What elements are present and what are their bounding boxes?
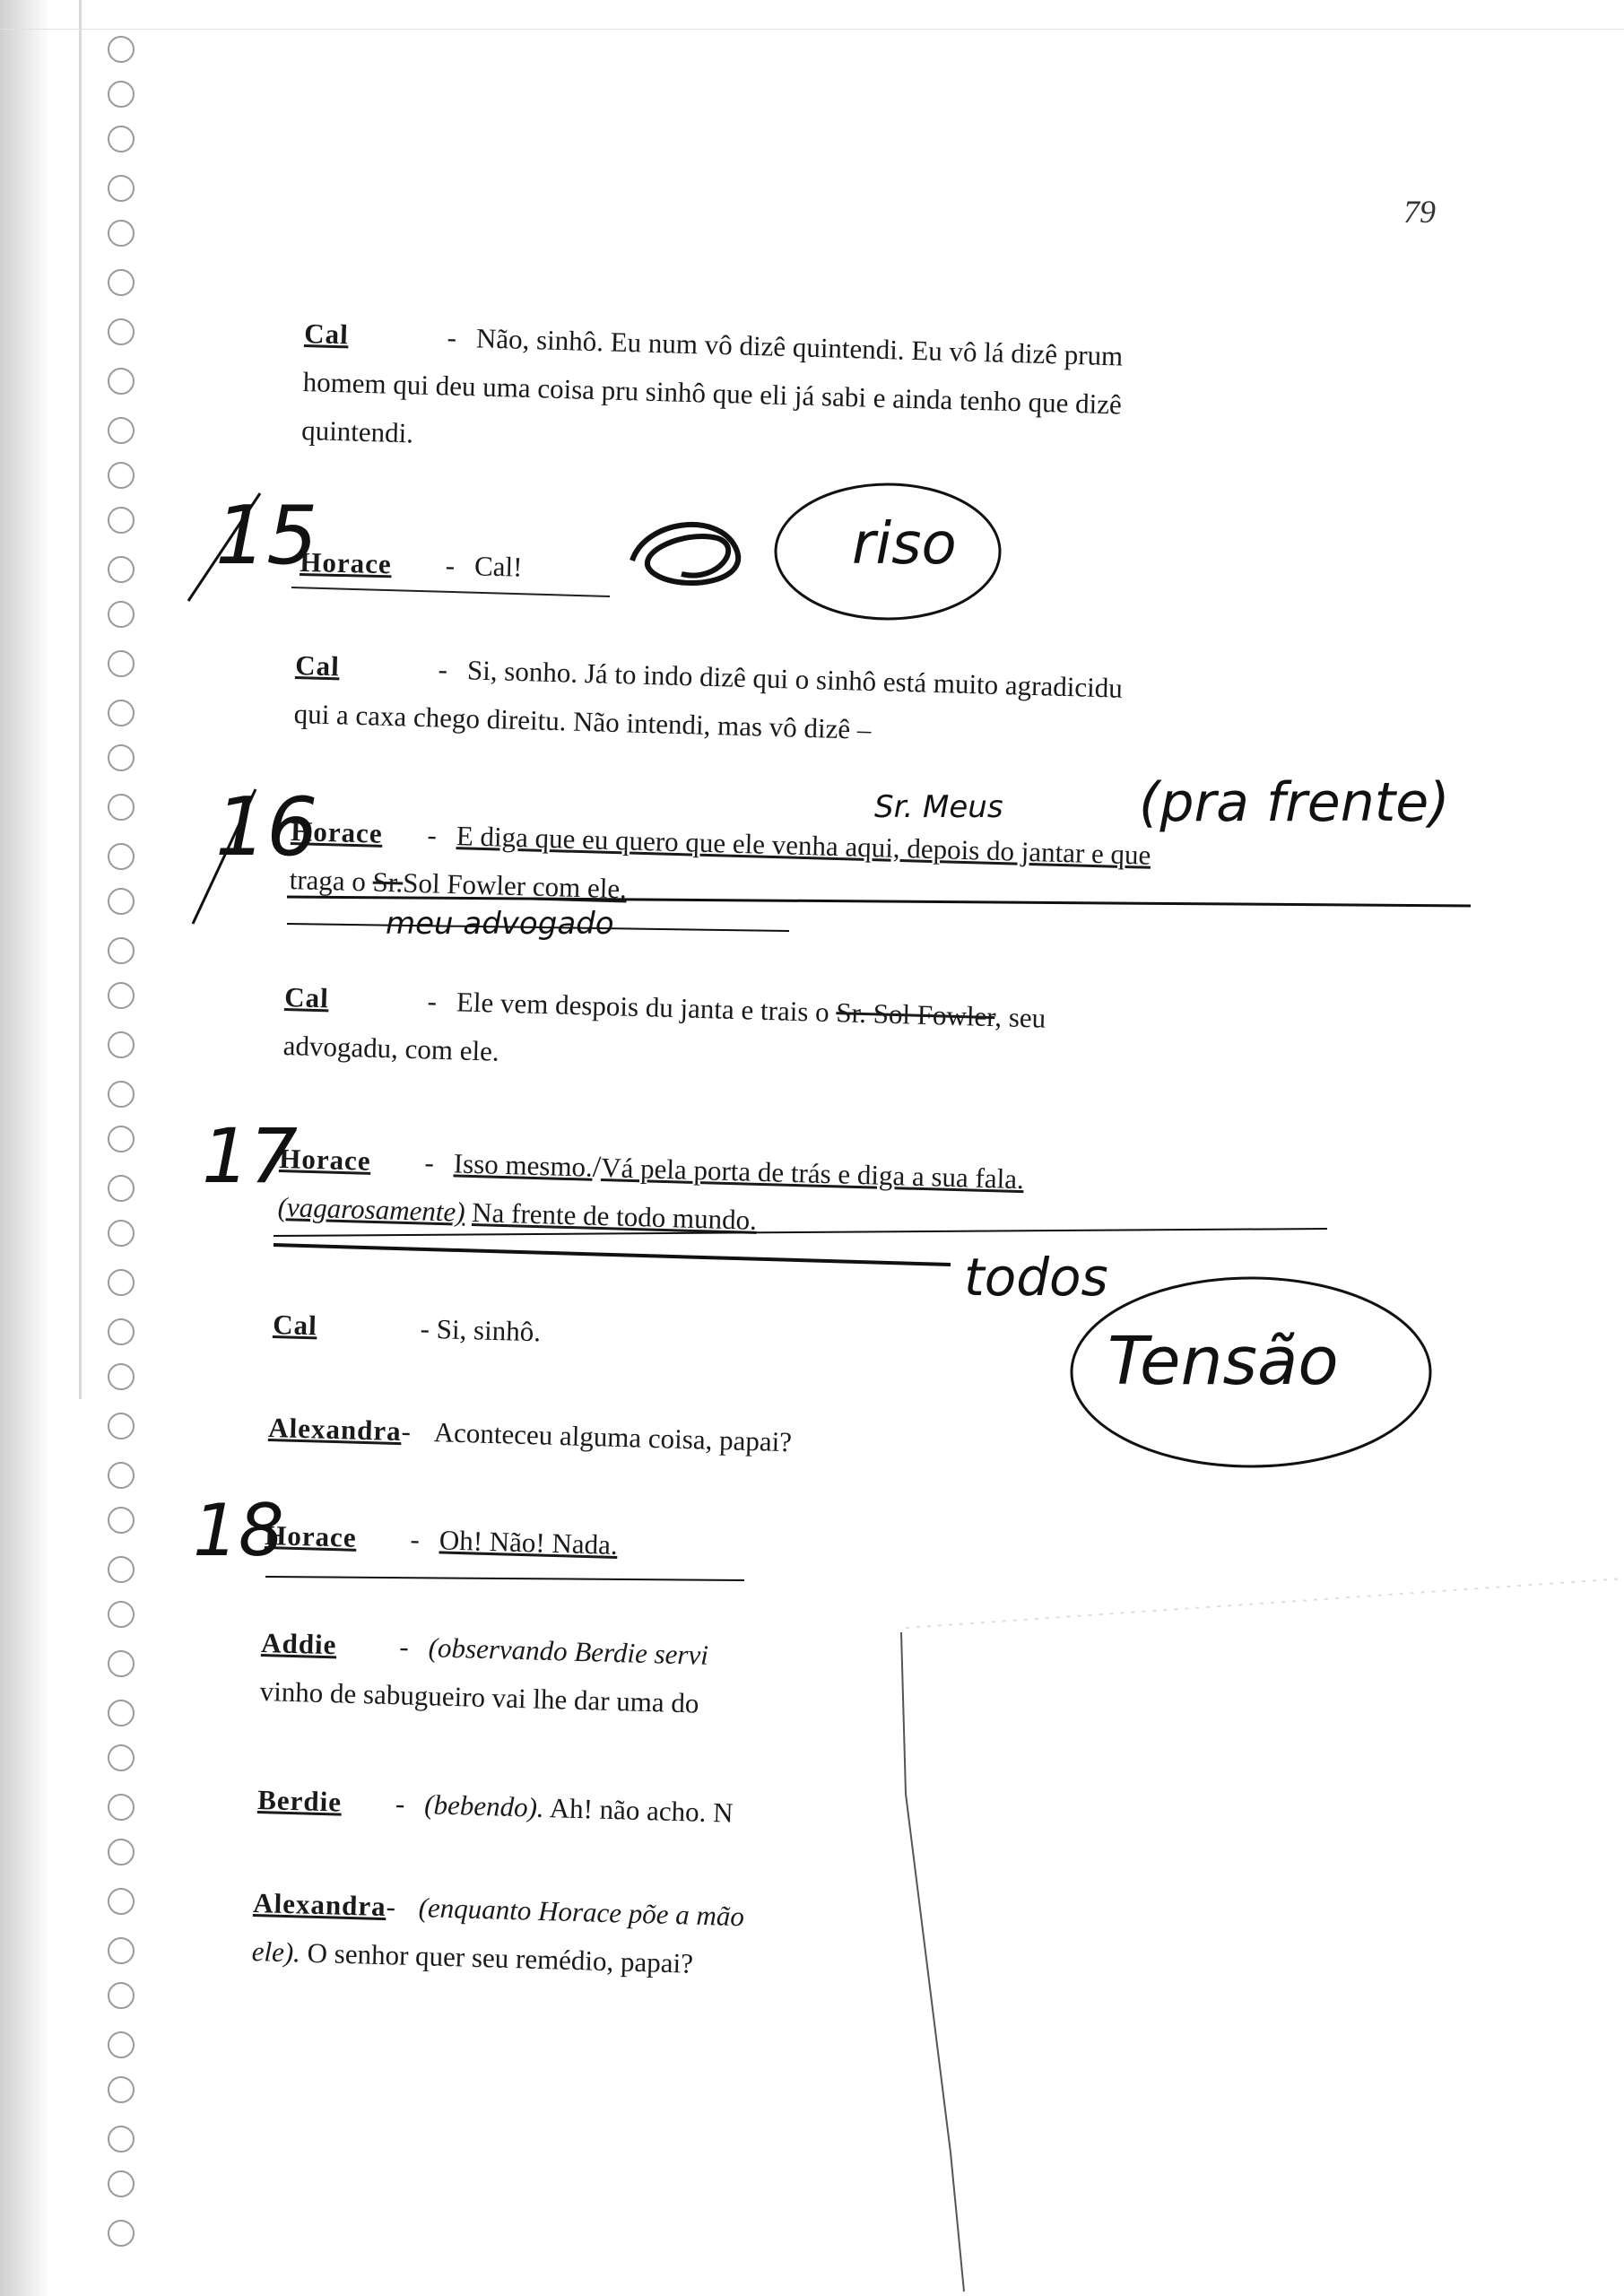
dialogue-block: Cal - Si, sinhô. [272,1308,542,1348]
speaker-name: Alexandra [252,1886,387,1923]
dialogue-text: Isso mesmo. [453,1147,594,1183]
dialogue-block: Cal - Não, sinhô. Eu num vô dizê quintendi. Eu vô lá dizê prum homem qui deu uma coisa pru sinhô que eli já sabi e ainda tenho que dizê quintendi. [300,317,1124,449]
speaker-name: Horace [278,1142,372,1177]
dialogue-text: traga o [289,863,367,898]
dialogue-block: Addie - (observando Berdie servi vinho de sabugueiro vai lhe dar uma do [259,1626,709,1719]
dialogue-text: homem qui deu uma coisa pru sinhô que eli já sabi e ainda tenho que dizê [302,365,1123,421]
speaker-name: Cal [283,980,330,1014]
dialogue-text: vinho de sabugueiro vai lhe dar uma do [259,1674,699,1719]
dialogue-text: Vá pela porta de trás e diga a sua fala. [600,1152,1025,1196]
note-todos: todos [964,1247,1108,1308]
dialogue-block: Alexandra- (enquanto Horace põe a mão ele). O senhor quer seu remédio, papai? [251,1886,745,1979]
dialogue-block: Horace - Cal! [300,545,523,583]
dialogue-text: Oh! Não! Nada. [439,1524,619,1561]
dialogue-text: Na frente de todo mundo. [471,1196,758,1236]
dialogue-block: Horace - Oh! Não! Nada. [264,1518,619,1561]
struck-text: Sr. [372,865,404,899]
stage-direction: (enquanto Horace põe a mão [418,1892,745,1933]
speaker-name: Cal [272,1308,318,1342]
dialogue-text: advogadu, com ele. [282,1029,500,1067]
dialogue-text: O senhor quer seu remédio, papai? [307,1936,694,1979]
speaker-name: Horace [264,1518,358,1553]
speaker-name: Addie [260,1626,337,1661]
note-riso: riso [852,511,957,578]
stage-direction: (observando Berdie servi [428,1631,709,1671]
note-tensao: Tensão [1107,1323,1339,1400]
cue-number-16: 16 [215,780,318,874]
dialogue-text: Ele vem despois du janta e trais o [456,986,830,1028]
dialogue-text: Ah! não acho. N [549,1792,734,1829]
stage-direction: (vagarosamente) [277,1190,466,1228]
dialogue-block: Cal - Si, sonho. Já to indo dizê qui o sinhô está muito agradicidu qui a caxa chego direitu. Não intendi, mas vô dizê – [293,648,1124,745]
dialogue-text: , seu [994,1001,1046,1034]
speaker-name: Alexandra [267,1411,403,1448]
cue-number-17: 17 [202,1112,298,1200]
struck-text: Sr. Sol Fowler [835,996,995,1033]
dialogue-text: Si, sinhô. [436,1313,542,1348]
dialogue-block: Alexandra- Aconteceu alguma coisa, papai? [267,1411,793,1458]
cue-number-15: 15 [215,489,318,583]
dialogue-block: Horace - Isso mesmo./Vá pela porta de trás e diga a sua fala. (vagarosamente) Na frente de todo mundo. [277,1142,1025,1236]
dialogue-block: Horace - E diga que eu quero que ele venha aqui, depois do jantar e que traga o Sr.Sol Fowler com ele. [289,814,1151,905]
page-number: 79 [1403,194,1436,230]
speaker-name: Cal [303,317,350,351]
stage-direction: (bebendo). [423,1788,545,1823]
dialogue-text: Cal! [473,550,523,583]
speaker-name: Horace [290,814,384,849]
speaker-name: Cal [294,648,341,683]
dialogue-text: E diga que eu quero que ele venha aqui, depois do jantar e que [456,820,1151,871]
dialogue-text: Si, sonho. Já to indo dizê qui o sinhô está muito agradicidu [466,654,1124,704]
note-sr-meus: Sr. Meus [874,789,1003,825]
note-pra-frente: (pra frente) [1139,771,1450,834]
dialogue-text: qui a caxa chego direitu. Não intendi, mas vô dizê – [293,697,872,745]
dialogue-text: com ele. [532,870,628,905]
dialogue-text: Não, sinhô. Eu num vô dizê quintendi. Eu vô lá dizê prum [475,322,1124,372]
dialogue-text: Aconteceu alguma coisa, papai? [433,1416,793,1458]
dialogue-block: Berdie - (bebendo). Ah! não acho. N [256,1783,734,1829]
speaker-name: Horace [300,545,393,580]
note-meu-advogado: meu advogado [386,906,614,942]
dialogue-block: Cal - Ele vem despois du janta e trais o Sr. Sol Fowler, seu advogadu, com ele. [282,980,1046,1067]
dialogue-text: Sol Fowler [402,866,526,902]
cue-number-18: 18 [193,1489,284,1572]
dialogue-text: quintendi. [300,413,414,449]
speaker-name: Berdie [256,1783,343,1818]
stage-direction: ele). [251,1935,301,1969]
